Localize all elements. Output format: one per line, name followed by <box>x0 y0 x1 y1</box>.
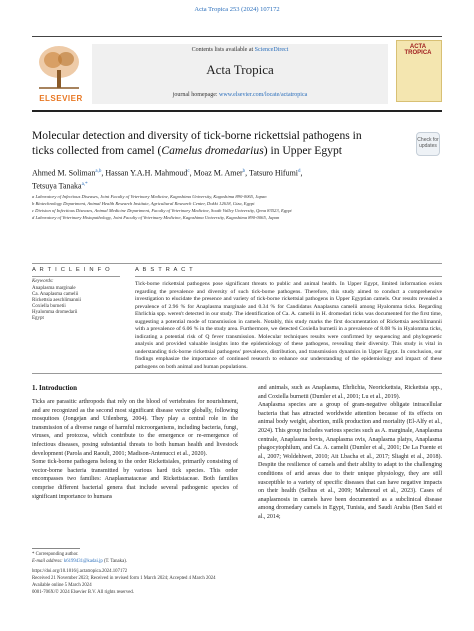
homepage-prefix: journal homepage: <box>172 92 220 98</box>
affiliation: b Biotechnology Department, Animal Health Research Institute, Agricultural Research Center, Dokki 12618, Giza, Egypt <box>32 201 255 206</box>
header-rule-bottom <box>32 110 442 112</box>
keyword: Rickettsia aeschlimannii <box>32 298 82 303</box>
homepage-line <box>92 92 388 98</box>
email-line <box>32 559 127 565</box>
homepage-link[interactable]: www.elsevier.com/locate/actatropica <box>219 92 308 98</box>
author-list: Ahmed M. Soliman$^{a,b}$, Hassan Y.A.H. Mahmoud$^c$, Moaz M. Amer$^b$, Tatsuro Hifumi$^d$, Tetsuya Tanaka$^{a,*}$ <box>32 168 303 191</box>
corresponding-author-note: * Corresponding author. <box>32 552 79 557</box>
abstract-rule <box>135 276 442 277</box>
author-sup[interactable]: c <box>187 169 190 174</box>
title-part-2: ) in Upper Egypt <box>263 144 342 157</box>
abstract-text: Tick-borne rickettsial pathogens pose significant threats to public and animal health. In Upper Egypt, limited information exists regarding the prevalence and diversity of such tick-borne pathogens. Therefore, this study aimed to conduct a comprehensive investigation to elucidate the presence and variety of tick-borne rickettsial pathogens in Upper Egyptian camels. Our results revealed a prevalence of 2.96 % for Anaplasma marginale and 0.34 % for Candidatus Anaplasma camelii among Hyalomma ticks. Regarding Ehrlichia spp. weren't detected in our study. The identification of Ca. A. camelii in H. dromedari ticks was documented for the first time, suggesting a potential mode of transmission in camels. Notably, this study marks the first documentation of Rickettsia aeschlimannii with a prevalence of 6.06 % in the study area. Furthermore, we detected Coxiella burnetii in a prevalence of 8.08 % in Hyalomma ticks, indicating a potential risk of Q fever transmission. Molecular techniques results were confirmed by sequencing and phylogenetic analysis and provided valuable insights into the epidemiology of these pathogens, revealing their diversity. This study is vital in understanding tick-borne rickettsial pathogens' prevalence, distribution, and transmission dynamics in Upper Egypt. In conclusion, our findings emphasize the importance of continued research to enhance our understanding of the epidemiology and impact of these pathogens on both animal and human populations. <box>135 281 442 370</box>
abstract-heading: A B S T R A C T <box>135 267 194 273</box>
contents-prefix: Contents lists available at <box>191 47 255 53</box>
doi-link[interactable]: https://doi.org/10.1016/j.actatropica.2024.107172 <box>32 569 128 574</box>
article-info-heading: A R T I C L E I N F O <box>32 267 111 273</box>
keywords-label: Keywords: <box>32 279 54 284</box>
intro-right-column: and animals, such as Anaplasma, Ehrlichia, Neorickettsia, Rickettsia spp., and Coxiella burnetii (Dumler et al., 2001; Lu et al., 2019). Anaplasma species are a group of gram-negative obligate intracellular bacteria that has attracted worldwide attention because of its effects on animal body weight, abortion, milk production and mortality (El-Alfy et al., 2024). This group includes various species such as A. marginale, Anaplasma centrale, Anaplasma bovis, Anaplasma ovis, Anaplasma platys, Anaplasma phagocytophilum, and Ca. A. camelii (Dumler et al., 2001; De La Fuente et al., 2007; Woldehiwet, 2010; Ait Lbacha et al., 2017; Sliaghi et al., 2018). Despite the resilience of camels and their ability to adapt to the challenging conditions of arid areas due to their unique physiology, they are still susceptible to a variety of specific diseases that can have negative impacts on their health (Selhus et al., 2009; Mahmoud et al., 2023). Cases of anaplasmosis in camels have been documented as a subclinical disease among dromedary camels in Egypt, Tunisia, and Saudi Arabia (Ben Said et al., 2014; <box>258 385 442 520</box>
check-for-updates-badge[interactable] <box>416 132 440 156</box>
cover-title: ACTA TROPICA <box>404 44 432 56</box>
keyword: Anaplasma marginale <box>32 286 76 291</box>
received-dates: Received 21 November 2023; Received in revised form 1 March 2024; Accepted 4 March 2024 <box>32 576 216 581</box>
title-italic: Camelus dromedarius <box>161 144 264 157</box>
keyword: Egypt <box>32 316 44 321</box>
author-name[interactable]: Tatsuro Hifumi <box>249 168 299 178</box>
copyright: 0001-706X/© 2024 Elsevier B.V. All rights reserved. <box>32 590 135 595</box>
author-sup[interactable]: a,* <box>81 181 88 187</box>
affiliation: a Laboratory of Infectious Diseases, Joint Faculty of Veterinary Medicine, Kagoshima University, Kagoshima 890-0065, Japan <box>32 194 267 199</box>
author-name[interactable]: Ahmed M. Soliman <box>32 168 96 178</box>
keyword: Coxiella burnetii <box>32 304 66 309</box>
intro-left-column: Ticks are parasitic arthropods that rely on the blood of vertebrates for nourishment, and are recognized as the second most significant disease vector globally, following mosquitoes (Jongejan and Uilenberg, 2004). They play a central role in the transmission of a diverse range of harmful microorganisms, including bacteria, fungi, viruses, and protozoa, which contribute to the emergence or re-emergence of infectious diseases, posing substantial threats to both human health and livestock development (Parola and Raoult, 2001; Madison-Antenucci et al., 2020). Some tick-borne pathogens belong to the order Rickettsiales, primarily consisting of vector-borne bacteria transmitted by various hard tick species. This order encompasses two families: Anaplasmataceae and Rickettsiaceae. Both families comprise different bacterial genera that include several pathogenic species of significant importance to humans <box>32 399 238 500</box>
abstract-bottom-rule <box>32 373 442 374</box>
contents-line <box>92 47 388 53</box>
elsevier-tree-logo <box>33 42 85 94</box>
author-sup[interactable]: a,b <box>95 169 102 174</box>
check-updates-label: Check for updates <box>417 137 439 149</box>
publisher-name: ELSEVIER <box>39 94 83 103</box>
introduction-heading: 1. Introduction <box>32 384 77 392</box>
affiliation: d Laboratory of Veterinary Histopathology, Joint Faculty of Veterinary Medicine, Kagoshima University, Kagoshima 890-0065, Japan <box>32 215 280 220</box>
author-name[interactable]: Moaz M. Amer <box>193 168 243 178</box>
header-rule-top <box>32 36 442 37</box>
author-sup[interactable]: b <box>242 169 246 174</box>
journal-title: Acta Tropica <box>206 62 274 77</box>
available-online: Available online 5 March 2024 <box>32 583 92 588</box>
email-label: E-mail address: <box>32 559 64 564</box>
author-name[interactable]: Hassan Y.A.H. Mahmoud <box>105 168 188 178</box>
footnote-rule <box>32 548 80 549</box>
author-name[interactable]: Tetsuya Tanaka <box>32 181 82 191</box>
email-suffix: (T. Tanaka). <box>102 559 128 564</box>
keywords-rule <box>32 276 120 277</box>
email-link[interactable]: k6199431@kadai.jp <box>63 559 103 564</box>
keyword: Ca. Anaplasma camelii <box>32 292 79 297</box>
keyword: Hyalomma dromedarii <box>32 310 78 315</box>
title-part-1: Molecular detection and diversity of tick-borne rickettsial pathogens in ticks collected from camel ( <box>32 129 362 157</box>
article-title <box>32 128 362 158</box>
journal-citation[interactable]: Acta Tropica 253 (2024) 107172 <box>194 6 280 13</box>
sciencedirect-link[interactable]: ScienceDirect <box>254 47 289 53</box>
author-sup[interactable]: d <box>298 169 301 174</box>
affiliation: c Division of Infectious Diseases, Animal Medicine Department, Faculty of Veterinary Medicine, South Valley University, Qena 83523, Egypt <box>32 208 292 213</box>
section-divider <box>32 263 442 264</box>
